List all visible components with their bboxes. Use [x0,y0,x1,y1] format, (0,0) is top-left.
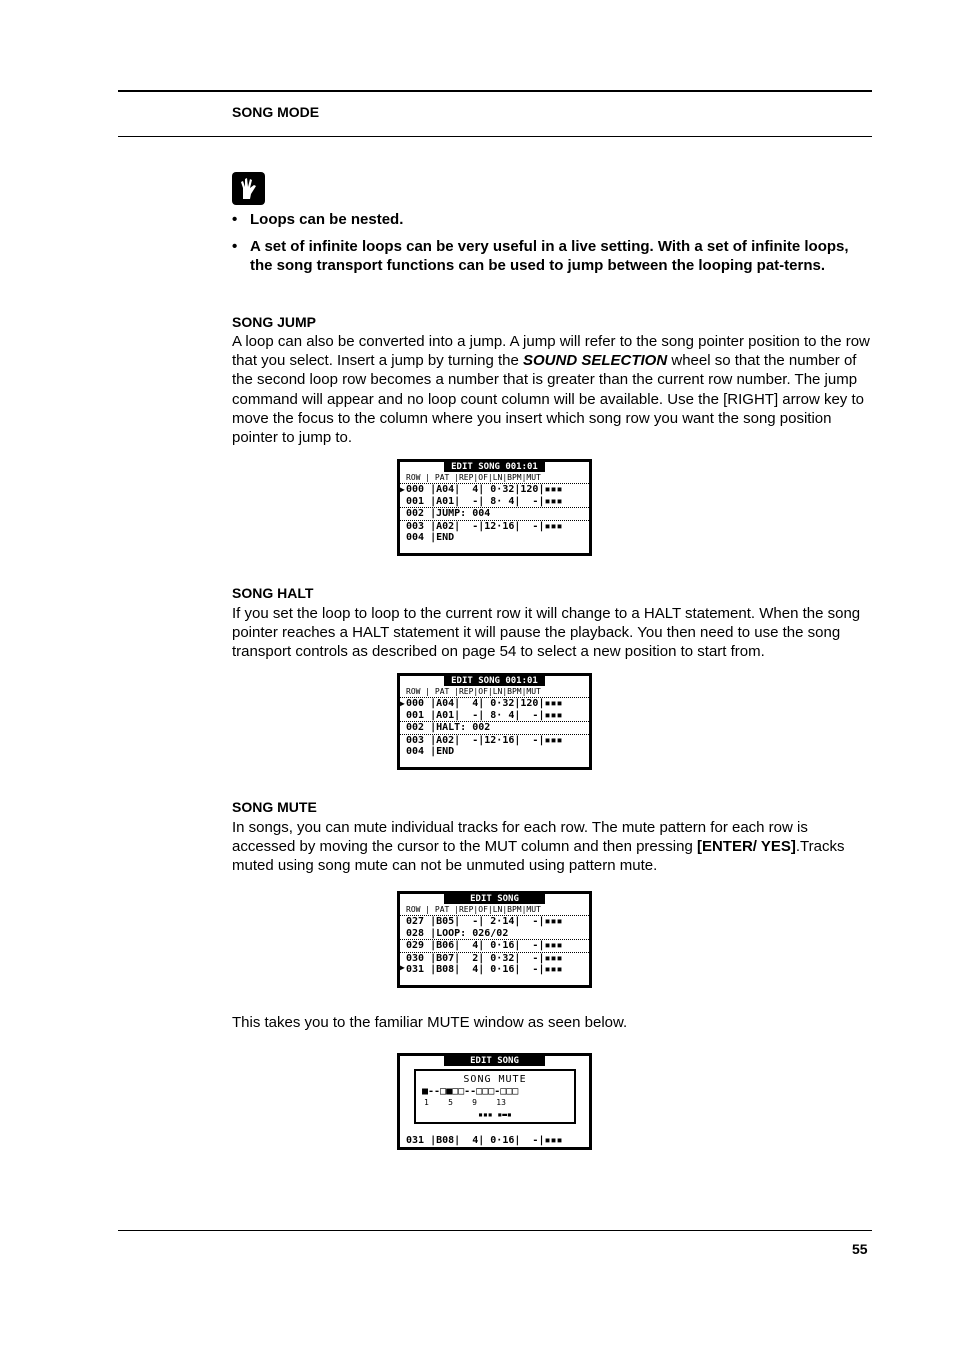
lcd-column-headers: ROW | PAT |REP|OF|LN|BPM|MUT [400,472,589,484]
lcd-row: 004 |END [406,532,455,543]
lcd-row: 028 |LOOP: 026/02 [400,928,589,941]
lcd-screen-mute-window [397,1053,592,1150]
tip-text: A set of infinite loops can be very useful in a live setting. With a set of infinite loops, the song transport functions can be used to jump between the looping pat-terns. [250,237,849,274]
bullet-dot: • [232,211,238,228]
lcd-title: EDIT SONG [444,1056,545,1066]
song-jump-heading: SONG JUMP [232,314,317,330]
song-halt-heading: SONG HALT [232,585,314,601]
lcd-row: 003 |A02| -|12·16| -|▪▪▪ [406,520,563,532]
lcd-row: 030 |B07| 2| 0·32| -|▪▪▪ [406,952,563,964]
lcd-screen-mute-column [397,891,592,988]
lcd-row: 000 |A04| 4| 0·32|120|▪▪▪ [406,698,563,709]
lcd-row: 003 |A02| -|12·16| -|▪▪▪ [406,734,563,746]
tip-text: Loops can be nested. [250,211,404,228]
mute-window-caption: This takes you to the familiar MUTE window as seen below. [232,1014,628,1031]
lcd-row: 002 |JUMP: 004 [400,508,589,521]
lcd-row: 031 |B08| 4| 0·16| -|▪▪▪ [406,964,563,975]
lcd-title: EDIT SONG [444,894,545,904]
mute-pattern: ■--□■□□--□□□-□□□ [422,1085,519,1097]
lcd-row: 000 |A04| 4| 0·32|120|▪▪▪ [406,484,563,495]
footer-rule [118,1230,872,1231]
section-header: SONG MODE [232,104,320,120]
lcd-column-headers: ROW | PAT |REP|OF|LN|BPM|MUT [400,686,589,698]
song-mute-dialog [414,1069,576,1124]
cursor-arrow-icon: ▶ [400,485,405,494]
lcd-screen-halt [397,673,592,770]
tip-item [232,237,874,276]
lcd-title: EDIT SONG 001:01 [444,676,545,686]
song-mute-heading: SONG MUTE [232,799,317,815]
tip-item [232,210,874,230]
lcd-screen-jump [397,459,592,556]
lcd-row: 001 |A01| -| 8· 4| -|▪▪▪ [400,710,589,723]
lcd-column-headers: ROW | PAT |REP|OF|LN|BPM|MUT [400,904,589,916]
lcd-title: EDIT SONG 001:01 [444,462,545,472]
lcd-row: 031 |B08| 4| 0·16| -|▪▪▪ [406,1134,563,1146]
lcd-row: 001 |A01| -| 8· 4| -|▪▪▪ [400,496,589,509]
page-number: 55 [852,1241,868,1257]
cursor-arrow-icon: ▶ [400,699,405,708]
mute-dialog-title: SONG MUTE [463,1074,527,1085]
lcd-row: 002 |HALT: 002 [400,722,589,735]
lcd-row: 004 |END [406,746,455,757]
mute-level-bars: ▪▪▪ ▪▬▪ [478,1109,512,1119]
song-halt-paragraph: If you set the loop to loop to the current row it will change to a HALT statement. When the song pointer reaches a HALT statement it will pause the playback. You then need to use the song transport controls as described on page 54 to select a new position to start from. [232,605,861,661]
lcd-row: 027 |B05| -| 2·14| -|▪▪▪ [406,916,563,927]
song-mute-paragraph: In songs, you can mute individual tracks for each row. The mute pattern for each row is accessed by moving the cursor to the MUT column and then pressing [ENTER/ YES].Tracks muted using song mute can not be unmuted using pattern mute. [232,819,845,875]
tip-list [232,210,874,283]
header-rule-top [118,90,872,92]
lcd-row: 029 |B06| 4| 0·16| -|▪▪▪ [400,940,589,953]
header-rule-bottom [118,136,872,137]
cursor-arrow-icon: ▶ [400,963,405,972]
mute-track-numbers: 1 5 9 13 [424,1098,506,1107]
bullet-dot: • [232,237,238,255]
hand-tip-icon [232,172,265,205]
song-jump-paragraph: A loop can also be converted into a jump. A jump will refer to the song pointer position to the row that you select. Insert a jump by turning the SOUND SELECTION wheel so that the number of the second loop row becomes a number that is greater than the current row number. The jump command will appear and no loop count column will be available. Use the [RIGHT] arrow key to move the focus to the column where you insert which song row you want the song position pointer to jump to. [232,333,870,447]
